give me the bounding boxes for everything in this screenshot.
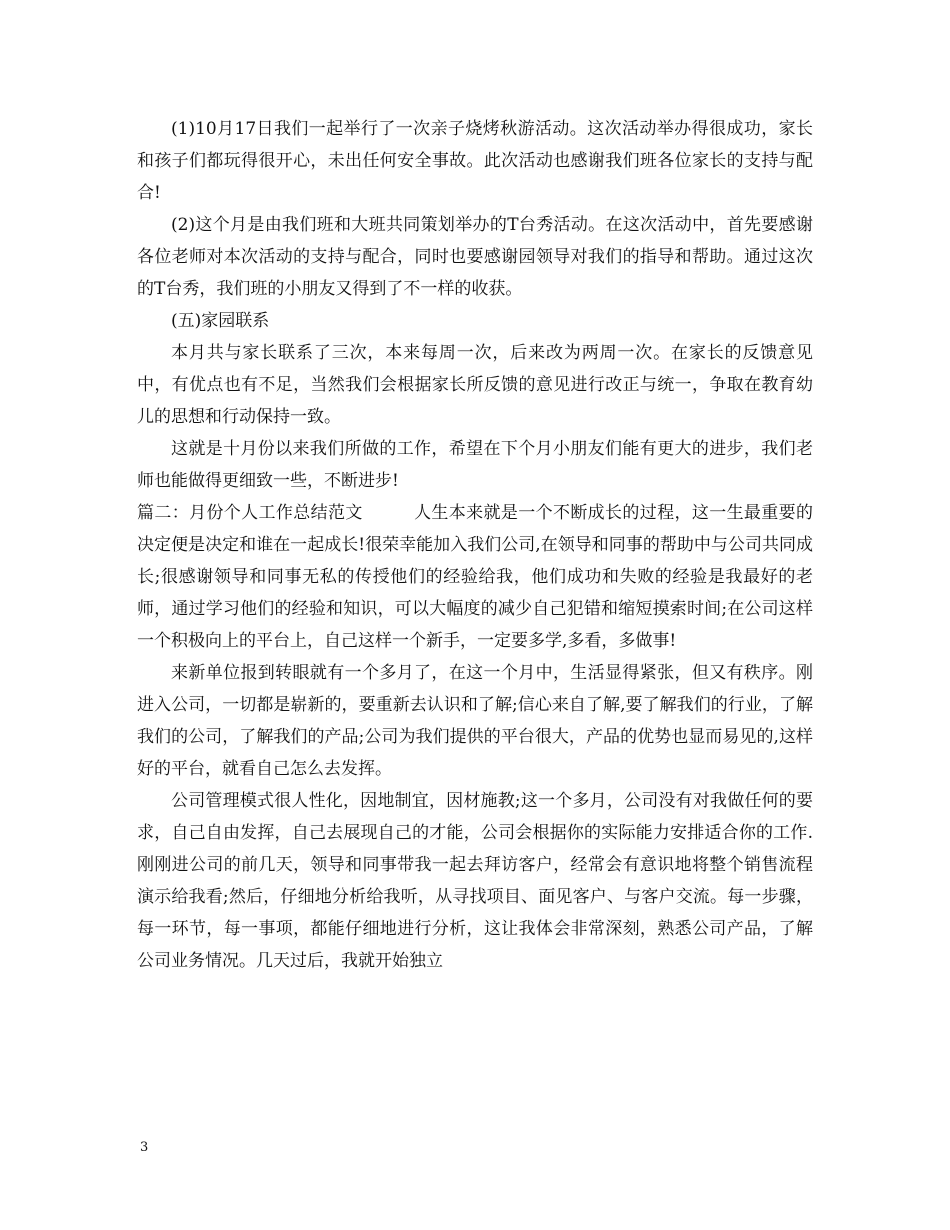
section-two-heading: 篇二：月份个人工作总结范文 xyxy=(137,503,363,523)
paragraph-new-job: 来新单位报到转眼就有一个多月了，在这一个月中，生活显得紧张，但又有秩序。刚进入公司，一切都是崭新的，要重新去认识和了解;信心来自了解,要了解我们的行业，了解我们的公司，了解我们的产品;公司为我们提供的平台很大，产品的优势也显而易见的,这样好的平台，就看自己怎么去发挥。 xyxy=(137,663,813,779)
section-two-intro-text: 人生本来就是一个不断成长的过程，这一生最重要的决定便是决定和谁在一起成长!很荣幸能加入我们公司,在领导和同事的帮助中与公司共同成长;很感谢领导和同事无私的传授他们的经验给我，他们成功和失败的经验是我最好的老师，通过学习他们的经验和知识，可以大幅度的减少自己犯错和缩短摸索时间;在公司这样一个积极向上的平台上，自己这样一个新手，一定要多学,多看，多做事! xyxy=(137,503,814,651)
section-heading-home-school-contact: (五)家园联系 xyxy=(171,311,270,331)
paragraph-parent-contact: 本月共与家长联系了三次，本来每周一次，后来改为两周一次。在家长的反馈意见中，有优点也有不足，当然我们会根据家长所反馈的意见进行改正与统一，争取在教育幼儿的思想和行动保持一致。 xyxy=(137,343,813,427)
paragraph-management-style: 公司管理模式很人性化，因地制宜，因材施教;这一个多月，公司没有对我做任何的要求，自己自由发挥，自己去展现自己的才能，公司会根据你的实际能力安排适合你的工作.刚刚进公司的前几天，领导和同事带我一起去拜访客户，经常会有意识地将整个销售流程演示给我看;然后，仔细地分析给我听，从寻找项目、面见客户、与客户交流。每一步骤，每一环节，每一事项，都能仔细地进行分析，这让我体会非常深刻，熟悉公司产品，了解公司业务情况。几天过后，我就开始独立 xyxy=(137,791,813,971)
paragraph-october-summary: 这就是十月份以来我们所做的工作，希望在下个月小朋友们能有更大的进步，我们老师也能做得更细致一些，不断进步! xyxy=(137,439,813,491)
paragraph-parent-child-bbq: (1)10月17日我们一起举行了一次亲子烧烤秋游活动。这次活动举办得很成功，家长和孩子们都玩得很开心，未出任何安全事故。此次活动也感谢我们班各位家长的支持与配合! xyxy=(137,119,813,203)
paragraph-t-stage-show: (2)这个月是由我们班和大班共同策划举办的T台秀活动。在这次活动中，首先要感谢各位老师对本次活动的支持与配合，同时也要感谢园领导对我们的指导和帮助。通过这次的T台秀，我们班的小朋友又得到了不一样的收获。 xyxy=(137,215,813,299)
page-number: 3 xyxy=(140,1140,149,1155)
document-body xyxy=(137,113,813,977)
section-two-intro xyxy=(137,497,813,657)
